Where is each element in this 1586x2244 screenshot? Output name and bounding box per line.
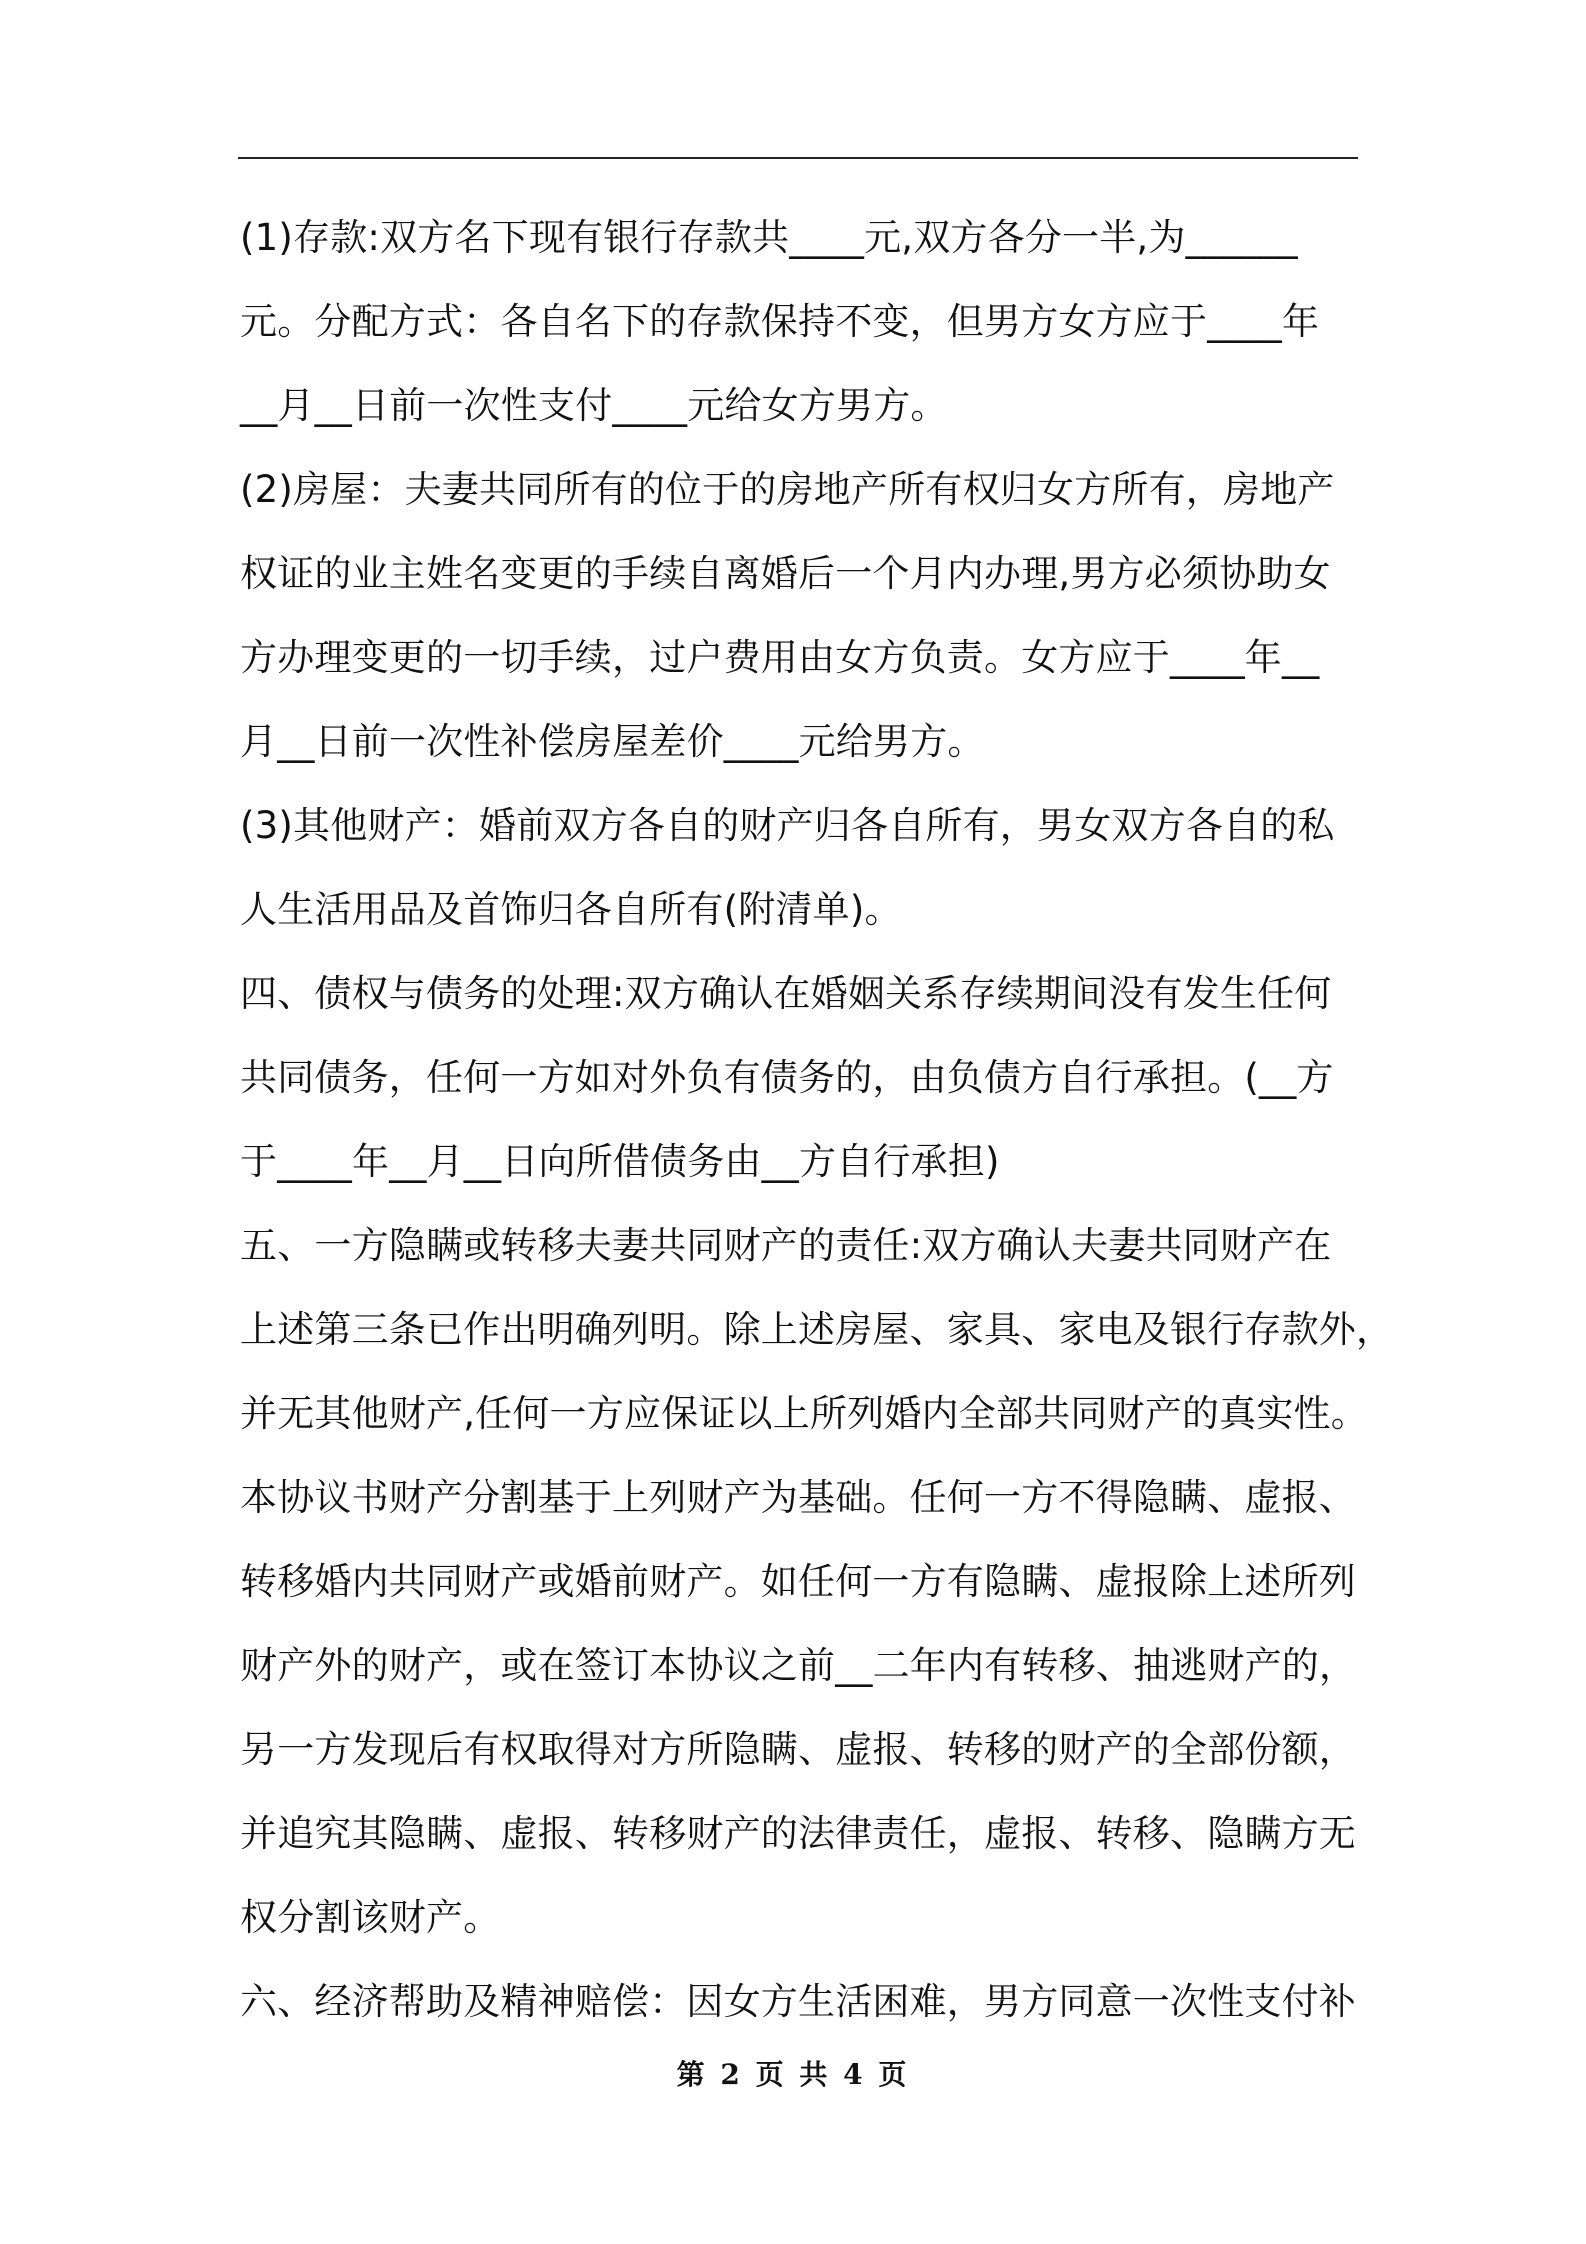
document-body	[240, 196, 1394, 2044]
text-line: 月__日前一次性补偿房屋差价____元给男方。	[240, 720, 985, 763]
text-line: 财产外的财产，或在签订本协议之前__二年内有转移、抽逃财产的，	[240, 1644, 1357, 1687]
text-line: 权证的业主姓名变更的手续自离婚后一个月内办理,男方必须协助女	[240, 552, 1331, 595]
text-line: 于____年__月__日向所借债务由__方自行承担)	[240, 1140, 1000, 1183]
text-line: (3)其他财产：婚前双方各自的财产归各自所有，男女双方各自的私	[240, 804, 1335, 847]
text-line: 共同债务，任何一方如对外负有债务的，由负债方自行承担。(__方	[240, 1056, 1334, 1099]
text-line: (1)存款:双方名下现有银行存款共____元,双方各分一半,为______	[240, 216, 1298, 259]
text-line: (2)房屋：夫妻共同所有的位于的房地产所有权归女方所有，房地产	[240, 468, 1335, 511]
text-line: 并无其他财产,任何一方应保证以上所列婚内全部共同财产的真实性。	[240, 1392, 1368, 1435]
text-line: 方办理变更的一切手续，过户费用由女方负责。女方应于____年__	[240, 636, 1320, 679]
text-line: 权分割该财产。	[240, 1896, 501, 1939]
text-line: 四、债权与债务的处理:双方确认在婚姻关系存续期间没有发生任何	[240, 972, 1332, 1015]
text-line: 转移婚内共同财产或婚前财产。如任何一方有隐瞒、虚报除上述所列	[240, 1560, 1356, 1603]
text-line: 本协议书财产分割基于上列财产为基础。任何一方不得隐瞒、虚报、	[240, 1476, 1356, 1519]
header-divider	[238, 157, 1358, 159]
text-line: 五、一方隐瞒或转移夫妻共同财产的责任:双方确认夫妻共同财产在	[240, 1224, 1332, 1267]
text-line: __月__日前一次性支付____元给女方男方。	[240, 384, 948, 427]
text-line: 元。分配方式：各自名下的存款保持不变，但男方女方应于____年	[240, 300, 1320, 343]
text-line: 人生活用品及首饰归各自所有(附清单)。	[240, 888, 902, 931]
text-line: 六、经济帮助及精神赔偿：因女方生活困难，男方同意一次性支付补	[240, 1980, 1356, 2023]
text-line: 另一方发现后有权取得对方所隐瞒、虚报、转移的财产的全部份额，	[240, 1728, 1356, 1771]
text-line: 并追究其隐瞒、虚报、转移财产的法律责任，虚报、转移、隐瞒方无	[240, 1812, 1356, 1855]
page-number: 第 2 页 共 4 页	[676, 2058, 910, 2091]
text-line: 上述第三条已作出明确列明。除上述房屋、家具、家电及银行存款外，	[240, 1308, 1394, 1351]
